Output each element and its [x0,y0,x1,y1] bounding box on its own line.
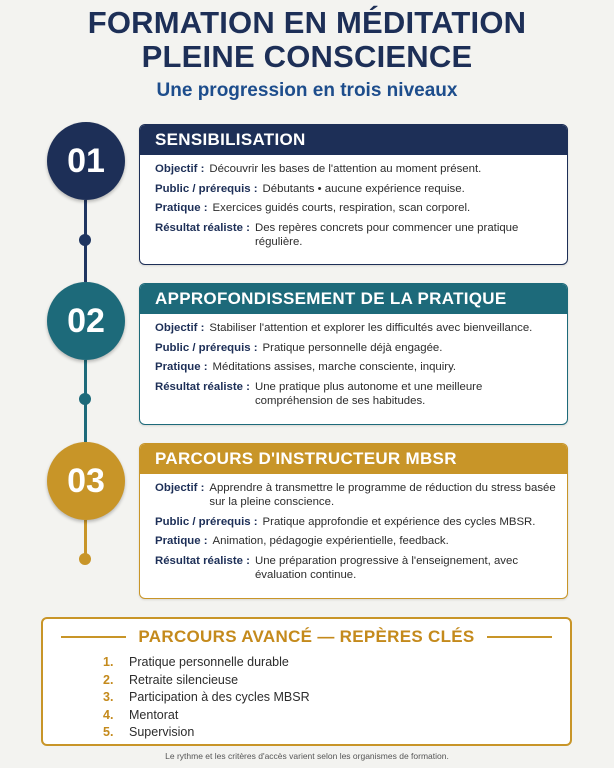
timeline-dot-1 [79,234,91,246]
pratique-row [155,534,557,548]
level-number: 02 [67,301,105,340]
resultat-row [155,221,557,249]
pratique-label: Pratique : [155,535,208,547]
objectif-row [155,481,557,509]
list-number: 5. [103,725,114,740]
list-number: 2. [103,672,114,687]
objectif-value: Apprendre à transmettre le programme de réduction du stress basée sur la pleine conscience. [209,482,556,508]
level-number-badge [47,442,125,520]
list-text: Supervision [129,725,195,740]
resultat-label: Résultat réaliste : [155,554,250,567]
list-number: 1. [103,655,114,669]
public-row [155,341,557,355]
level-card-instructeur-mbsr [139,443,568,599]
level-number-badge [47,122,125,200]
advanced-title: PARCOURS AVANCÉ — REPÈRES CLÉS [138,627,475,646]
advanced-path-box [41,617,572,746]
level-card-approfondissement [139,283,568,425]
level-card-body [140,314,567,408]
level-title: SENSIBILISATION [155,130,306,149]
resultat-value: Des repères concrets pour commencer une pratique régulière. [254,221,519,248]
divider-line [61,636,126,638]
level-card-sensibilisation [139,124,568,265]
level-card-body [140,474,567,582]
pratique-value: Méditations assises, marche consciente, inquiry. [212,361,457,373]
list-text: Mentorat [129,707,179,722]
timeline-dot-2 [79,393,91,405]
pratique-value: Animation, pédagogie expérientielle, feedback. [212,535,449,547]
objectif-label: Objectif : [155,322,205,334]
pratique-label: Pratique : [155,202,208,214]
list-item [103,689,310,707]
advanced-list [103,654,310,742]
resultat-label: Résultat réaliste : [155,221,250,234]
list-item [103,724,310,742]
pratique-label: Pratique : [155,361,208,373]
page-title-line-1: FORMATION EN MÉDITATION [87,5,527,40]
footer-note: Le rythme et les critères d'accès varient selon les organismes de formation. [165,751,449,761]
resultat-label: Résultat réaliste : [155,380,250,393]
level-card-body [140,155,567,249]
public-value: Pratique approfondie et expérience des cycles MBSR. [262,515,536,528]
list-number: 3. [103,690,114,705]
objectif-value: Stabiliser l'attention et explorer les difficultés avec bienveillance. [209,322,533,334]
pratique-value: Exercices guidés courts, respiration, scan corporel. [212,202,471,214]
advanced-title-wrap [43,627,570,647]
level-title: PARCOURS D'INSTRUCTEUR MBSR [155,449,457,468]
page-header [0,0,614,102]
page-title-line-2: PLEINE CONSCIENCE [141,39,473,74]
page-subtitle: Une progression en trois niveaux [156,80,458,101]
objectif-label: Objectif : [155,482,205,494]
list-number: 4. [103,707,114,722]
list-text: Retraite silencieuse [129,672,239,687]
list-text: Participation à des cycles MBSR [129,690,310,705]
resultat-row [155,554,557,582]
pratique-row [155,201,557,215]
list-item [103,672,310,690]
timeline-dot-3 [79,553,91,565]
public-label: Public / prérequis : [155,182,258,195]
public-value: Pratique personnelle déjà engagée. [262,341,443,354]
public-row [155,182,557,196]
timeline-connector-3 [84,520,87,556]
public-label: Public / prérequis : [155,515,258,528]
public-value: Débutants • aucune expérience requise. [262,182,465,195]
objectif-row [155,321,557,335]
objectif-label: Objectif : [155,163,205,175]
level-number: 01 [67,141,105,180]
public-label: Public / prérequis : [155,341,258,354]
objectif-row [155,162,557,176]
divider-line [487,636,552,638]
list-item [103,707,310,725]
resultat-value: Une préparation progressive à l'enseignement, avec évaluation continue. [254,554,519,581]
level-number: 03 [67,461,105,500]
resultat-row [155,380,557,408]
level-card-header [140,444,567,474]
list-item [103,654,310,672]
resultat-value: Une pratique plus autonome et une meilleure compréhension de ses habitudes. [254,380,483,407]
list-text: Pratique personnelle durable [129,655,289,669]
public-row [155,515,557,529]
pratique-row [155,360,557,374]
objectif-value: Découvrir les bases de l'attention au moment présent. [209,163,482,175]
level-card-header [140,125,567,155]
level-card-header [140,284,567,314]
level-title: APPROFONDISSEMENT DE LA PRATIQUE [155,289,507,308]
level-number-badge [47,282,125,360]
